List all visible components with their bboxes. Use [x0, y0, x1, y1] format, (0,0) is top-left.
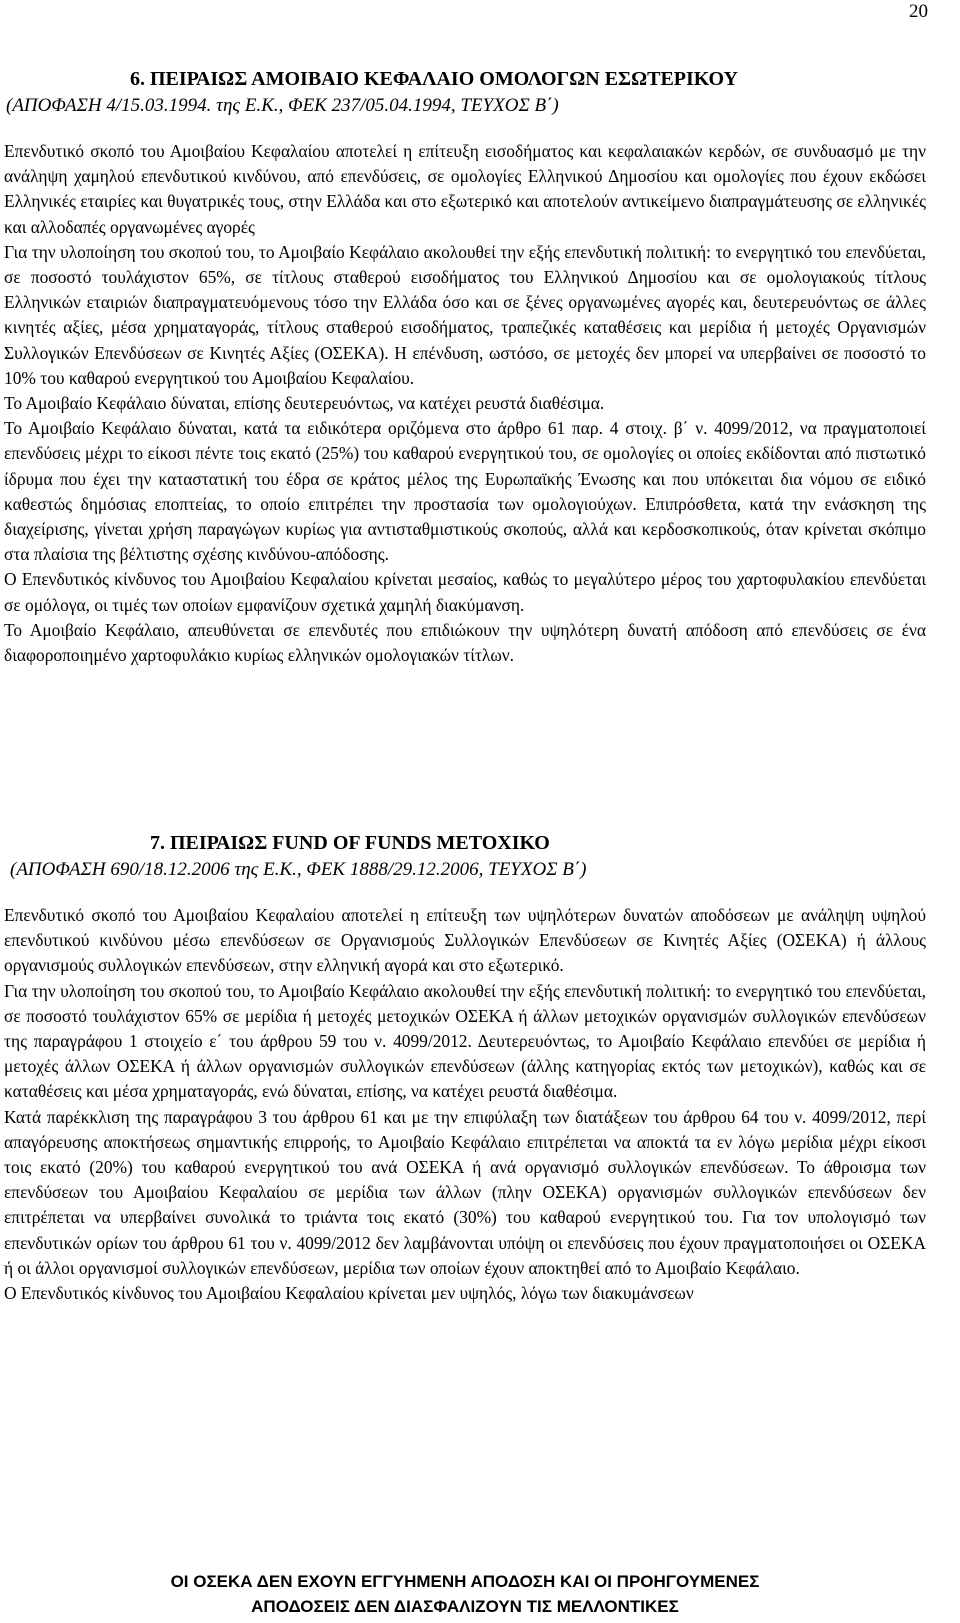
paragraph: Επενδυτικό σκοπό του Αμοιβαίου Κεφαλαίου αποτελεί η επίτευξη των υψηλότερων δυνατών αποδόσεων με ανάληψη υψηλού επενδυτικού κινδύνου μέσω επενδύσεων σε Οργανισμούς Συλλογικών Επενδύσεων σε Κινητές Αξίες (ΟΣΕΚΑ) ή άλλους οργανισμούς συλλογικών επενδύσεων, στην ελληνική αγορά και στο εξωτερικό.	[4, 905, 926, 976]
paragraph: Το Αμοιβαίο Κεφάλαιο δύναται, επίσης δευτερευόντως, να κατέχει ρευστά διαθέσιμα.	[4, 393, 605, 414]
page-number: 20	[909, 1, 928, 22]
disclaimer-caption	[4, 1569, 926, 1619]
disclaimer-line-2: ΑΠΟΔΟΣΕΙΣ ΔΕΝ ΔΙΑΣΦΑΛΙΖΟΥΝ ΤΙΣ ΜΕΛΛΟΝΤΙΚΕΣ	[251, 1597, 679, 1616]
section-7	[4, 830, 926, 1306]
paragraph: Για την υλοποίηση του σκοπού του, το Αμοιβαίο Κεφάλαιο ακολουθεί την εξής επενδυτική πολιτική: το ενεργητικό του επενδύεται, σε ποσοστό τουλάχιστον 65%, σε τίτλους σταθερού εισοδήματος του Ελληνικού Δημοσίου και σε ομολογιακούς τίτλους Ελληνικών εταιριών διαπραγματευόμενους τόσο την Ελλάδα όσο και σε ξένες οργανωμένες αγορές και, δευτερευόντως σε άλλες κινητές αξίες, μέσα χρηματαγοράς, τίτλους σταθερού εισοδήματος, τραπεζικές καταθέσεις και μερίδια ή μετοχές Οργανισμών Συλλογικών Επενδύσεων σε Κινητές Αξίες (ΟΣΕΚΑ). Η επένδυση, ωστόσο, σε μετοχές δεν μπορεί να υπερβαίνει σε ποσοστό το 10% του καθαρού ενεργητικού του Αμοιβαίου Κεφαλαίου.	[4, 241, 926, 388]
paragraph: Ο Επενδυτικός κίνδυνος του Αμοιβαίου Κεφαλαίου κρίνεται μεσαίος, καθώς το μεγαλύτερο μέρος του χαρτοφυλακίου επενδύεται σε ομόλογα, οι τιμές των οποίων εμφανίζουν σχετικά χαμηλή διακύμανση.	[4, 569, 926, 615]
section-6	[4, 66, 926, 668]
disclaimer-line-1: ΟΙ ΟΣΕΚΑ ΔΕΝ ΕΧΟΥΝ ΕΓΓΥΗΜΕΝΗ ΑΠΟΔΟΣΗ ΚΑΙ ΟΙ ΠΡΟΗΓΟΥΜΕΝΕΣ	[170, 1572, 760, 1591]
section-6-heading: 6. ΠΕΙΡΑΙΩΣ ΑΜΟΙΒΑΙΟ ΚΕΦΑΛΑΙΟ ΟΜΟΛΟΓΩΝ ΕΣΩΤΕΡΙΚΟΥ	[130, 68, 738, 90]
paragraph: Το Αμοιβαίο Κεφάλαιο δύναται, κατά τα ειδικότερα οριζόμενα στο άρθρο 61 παρ. 4 στοιχ. β΄ ν. 4099/2012, να πραγματοποιεί επενδύσεις μέχρι το είκοσι πέντε τοις εκατό (25%) του καθαρού ενεργητικού του, σε ομολογίες οι οποίες εκδίδονται από πιστωτικό ίδρυμα που έχει την καταστατική του έδρα σε κράτος μέλος της Ευρωπαϊκής Ένωσης και που υπόκειται δια νόμου σε ειδικό καθεστώς δημόσιας εποπτείας, το οποίο επιτρέπει την προστασία των ομολογιούχων. Επιπρόσθετα, κατά την ενάσκηση της διαχείρισης, γίνεται χρήση παραγώγων κυρίως για αντισταθμιστικούς σκοπούς, αλλά και κερδοσκοπικούς, όταν κρίνεται σκόπιμο στα πλαίσια της βέλτιστης σχέσης κινδύνου-απόδοσης.	[4, 418, 926, 565]
section-7-subheading: (ΑΠΟΦΑΣΗ 690/18.12.2006 της Ε.Κ., ΦΕΚ 1888/29.12.2006, ΤΕΥΧΟΣ Β΄)	[10, 859, 587, 880]
paragraph: Ο Επενδυτικός κίνδυνος του Αμοιβαίου Κεφαλαίου κρίνεται μεν υψηλός, λόγω των διακυμάνσεων	[4, 1283, 694, 1304]
paragraph: Κατά παρέκκλιση της παραγράφου 3 του άρθρου 61 και με την επιφύλαξη των διατάξεων του άρθρου 64 του ν. 4099/2012, περί απαγόρευσης αποκτήσεως σημαντικής επιρροής, το Αμοιβαίο Κεφάλαιο επιτρέπεται να αποκτά τα εν λόγω μερίδια μέχρι είκοσι τοις εκατό (20%) του καθαρού ενεργητικού του ανά ΟΣΕΚΑ ή ανά οργανισμό συλλογικών επενδύσεων. Το άθροισμα των επενδύσεων του Αμοιβαίου Κεφαλαίου σε μερίδια των άλλων (πλην ΟΣΕΚΑ) οργανισμών συλλογικών επενδύσεων δεν επιτρέπεται να υπερβαίνει συνολικά το τριάντα τοις εκατό (30%) του καθαρού ενεργητικού του. Για τον υπολογισμό των επενδυτικών ορίων του άρθρου 61 του ν. 4099/2012 δεν λαμβάνονται υπόψη οι επενδύσεις που έχουν πραγματοποιήσει οι ΟΣΕΚΑ ή οι άλλοι οργανισμοί συλλογικών επενδύσεων, μερίδια των οποίων έχουν αποκτηθεί από το Αμοιβαίο Κεφάλαιο.	[4, 1106, 926, 1278]
paragraph: Επενδυτικό σκοπό του Αμοιβαίου Κεφαλαίου αποτελεί η επίτευξη εισοδήματος και κεφαλαιακών κερδών, σε συνδυασμό με την ανάληψη χαμηλού επενδυτικού κινδύνου, από επενδύσεις, σε ομολογίες Ελληνικού Δημοσίου και ομολογίες που έχουν εκδώσει Ελληνικές εταιρίες και θυγατρικές τους, στην Ελλάδα και στο εξωτερικό και αποτελούν αντικείμενο διαπραγμάτευσης σε ελληνικές και αλλοδαπές οργανωμένες αγορές	[4, 141, 926, 237]
section-6-subheading: (ΑΠΟΦΑΣΗ 4/15.03.1994. της Ε.Κ., ΦΕΚ 237/05.04.1994, ΤΕΥΧΟΣ Β΄)	[6, 95, 559, 116]
paragraph: Το Αμοιβαίο Κεφάλαιο, απευθύνεται σε επενδυτές που επιδιώκουν την υψηλότερη δυνατή απόδοση από επενδύσεις σε ένα διαφοροποιημένο χαρτοφυλάκιο κυρίως ελληνικών ομολογιακών τίτλων.	[4, 619, 926, 666]
section-7-heading: 7. ΠΕΙΡΑΙΩΣ FUND OF FUNDS ΜΕΤΟΧΙΚΟ	[150, 832, 550, 854]
paragraph: Για την υλοποίηση του σκοπού του, το Αμοιβαίο Κεφάλαιο ακολουθεί την εξής επενδυτική πολιτική: το ενεργητικό του επενδύεται, σε ποσοστό τουλάχιστον 65% σε μερίδια ή μετοχές μετοχικών ΟΣΕΚΑ ή άλλων μετοχικών οργανισμών συλλογικών επενδύσεων της παραγράφου 1 στοιχείο ε΄ του άρθρου 59 του ν. 4099/2012. Δευτερευόντως, το Αμοιβαίο Κεφάλαιο επενδύει σε μερίδια ή μετοχές άλλων ΟΣΕΚΑ ή άλλων οργανισμών συλλογικών επενδύσεων (άλλης κατηγορίας εκτός των μετοχικών), καθώς και σε καταθέσεις και μέσα χρηματαγοράς, ενώ δύναται, επίσης, να κατέχει ρευστά διαθέσιμα.	[4, 980, 926, 1102]
